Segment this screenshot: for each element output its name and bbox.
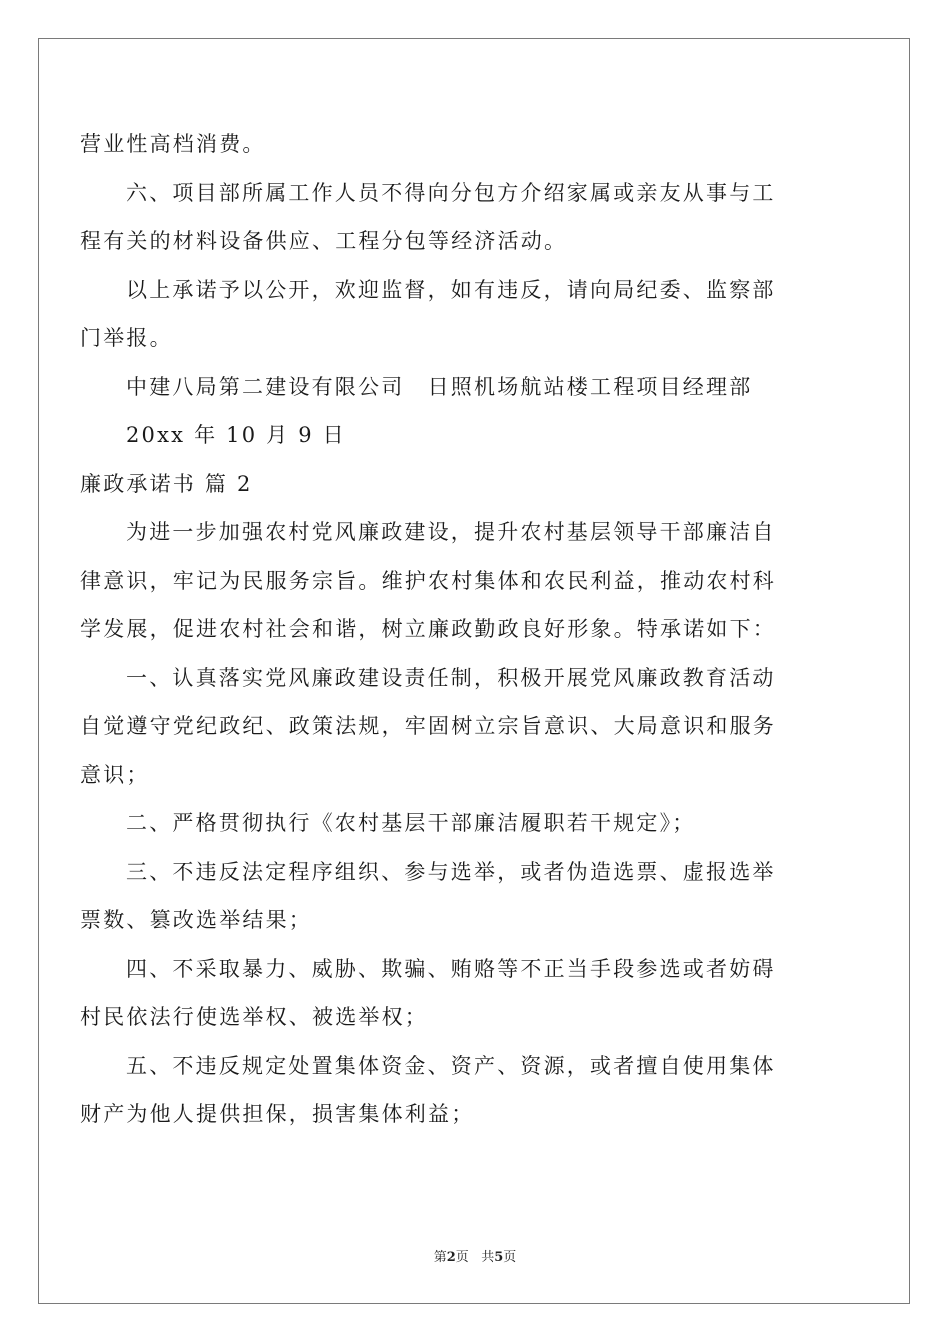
total-suffix: 页 (503, 1250, 517, 1265)
document-body (80, 120, 835, 1139)
signature-date: 20xx 年 10 月 9 日 (126, 423, 346, 447)
text-line: 三、不违反法定程序组织、参与选举，或者伪造选票、虚报选举 (126, 859, 776, 884)
total-prefix: 共 (481, 1250, 495, 1265)
text-line: 程有关的材料设备供应、工程分包等经济活动。 (80, 229, 568, 253)
page-prefix: 第 (433, 1250, 447, 1265)
text-line: 村民依法行使选举权、被选举权； (80, 1005, 428, 1029)
text-line: 六、项目部所属工作人员不得向分包方介绍家属或亲友从事与工 (126, 180, 776, 205)
text-line: 学发展，促进农村社会和谐，树立廉政勤政良好形象。特承诺如下： (80, 617, 776, 641)
text-line: 意识； (80, 762, 150, 787)
signature-organization: 中建八局第二建设有限公司 日照机场航站楼工程项目经理部 (126, 374, 753, 399)
section-heading: 廉政承诺书 篇 2 (80, 471, 253, 496)
text-line: 二、严格贯彻执行《农村基层干部廉洁履职若干规定》； (126, 811, 696, 835)
text-line: 五、不违反规定处置集体资金、资产、资源，或者擅自使用集体 (126, 1053, 776, 1078)
text-line: 门举报。 (80, 326, 173, 350)
text-line: 财产为他人提供担保，损害集体利益； (80, 1102, 475, 1126)
text-line: 为进一步加强农村党风廉政建设，提升农村基层领导干部廉洁自 (126, 520, 776, 544)
text-line: 自觉遵守党纪政纪、政策法规，牢固树立宗旨意识、大局意识和服务 (80, 714, 776, 738)
page-footer (0, 1246, 950, 1265)
text-line: 以上承诺予以公开，欢迎监督，如有违反，请向局纪委、监察部 (126, 277, 776, 302)
text-line: 律意识，牢记为民服务宗旨。维护农村集体和农民利益，推动农村科 (80, 568, 776, 593)
total-pages: 5 (494, 1250, 504, 1265)
page-number: 2 (446, 1250, 456, 1265)
text-line: 营业性高档消费。 (80, 132, 266, 156)
text-line: 四、不采取暴力、威胁、欺骗、贿赂等不正当手段参选或者妨碍 (126, 956, 776, 981)
text-line: 一、认真落实党风廉政建设责任制，积极开展党风廉政教育活动 (126, 665, 776, 690)
page-suffix: 页 (455, 1250, 469, 1265)
text-line: 票数、篡改选举结果； (80, 908, 312, 932)
